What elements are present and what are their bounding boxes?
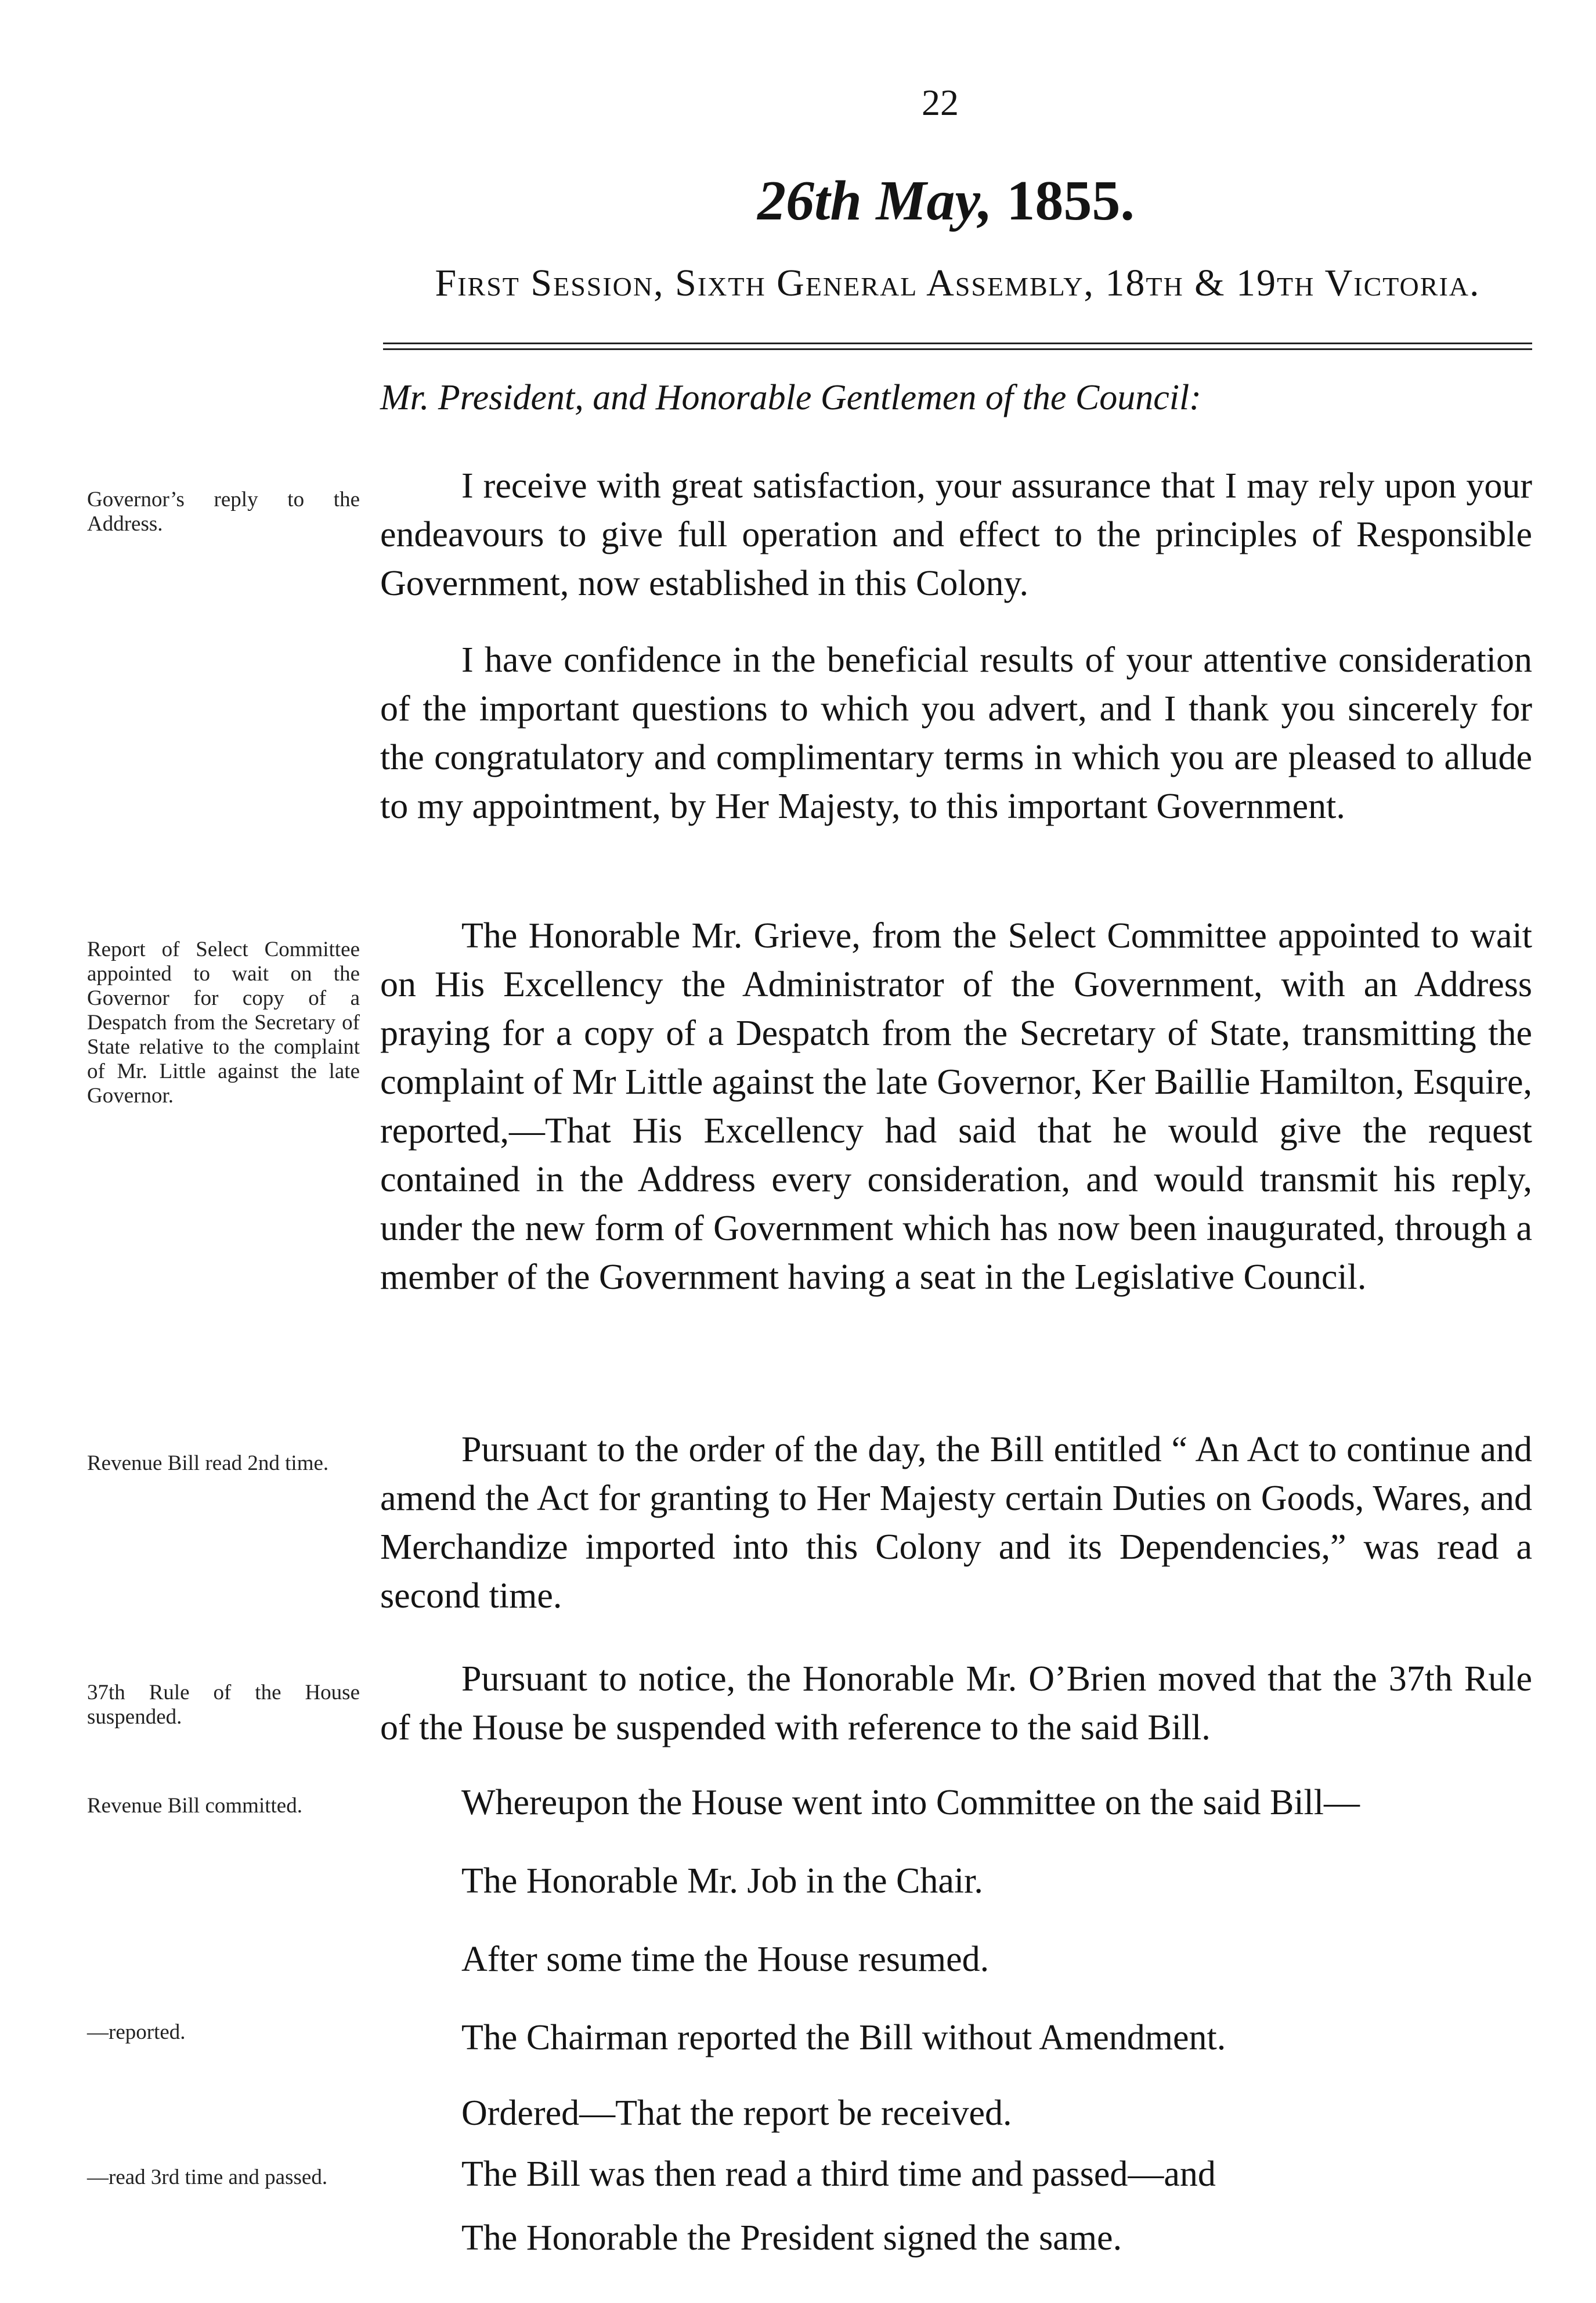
date-ordinal: 26th: [757, 170, 862, 232]
paragraph-rule-suspended: Pursuant to notice, the Honorable Mr. O’Brien moved that the 37th Rule of the House be suspended with reference to the said Bill.: [380, 1659, 1532, 1747]
date-heading: [685, 168, 1207, 233]
paragraph-committee-report: The Honorable Mr. Grieve, from the Select Committee appointed to wait on His Excellency the Administrator of the Government, with an Address praying for a copy of a Despatch from the Secretary of State, transmitting the complaint of Mr Little against the late Governor, Ker Baillie Hamilton, Esquire, reported,—That His Excellency had said that he would give the request contained in the Address every consideration, and would transmit his reply, under the new form of Government which has now been inaugurated, through a member of the Government having a seat in the Legislative Council.: [380, 916, 1532, 1297]
line-third-reading: The Bill was then read a third time and passed—and: [461, 2154, 1216, 2194]
line-committee: Whereupon the House went into Committee on the said Bill—: [461, 1783, 1360, 1822]
margin-note-reply: Governor’s reply to the Address.: [87, 488, 360, 536]
margin-note-rule-suspended: 37th Rule of the House suspended.: [87, 1681, 360, 1729]
margin-note-third-reading: —read 3rd time and passed.: [87, 2165, 328, 2189]
header-rule-top: [383, 343, 1532, 344]
date-year: 1855.: [1006, 170, 1135, 232]
margin-note-committed: Revenue Bill committed.: [87, 1794, 302, 1818]
paragraph-second-reading: Pursuant to the order of the day, the Bill entitled “ An Act to continue and amend the Act for granting to Her Majesty certain Duties on Goods, Wares, and Merchandize imported into this Colony and its Dependencies,” was read a second time.: [380, 1430, 1532, 1616]
page-number: 22: [922, 82, 959, 123]
line-ordered: Ordered—That the report be received.: [461, 2093, 1012, 2133]
salutation: Mr. President, and Honorable Gentlemen of the Council:: [380, 378, 1201, 417]
session-line: First Session, Sixth General Assembly, 18th & 19th Victoria.: [435, 262, 1481, 304]
line-signed: The Honorable the President signed the same.: [461, 2218, 1122, 2258]
margin-note-second-reading: Revenue Bill read 2nd time.: [87, 1451, 329, 1475]
line-chair: The Honorable Mr. Job in the Chair.: [461, 1861, 983, 1901]
margin-note-select-committee: Report of Select Committee appointed to wait on the Governor for copy of a Despatch from the Secretary of State relative to the complaint of Mr. Little against the late Governor.: [87, 938, 360, 1108]
paragraph-confidence: I have confidence in the beneficial results of your attentive consideration of the important questions to which you advert, and I thank you sincerely for the congratulatory and complimentary terms in which you are pleased to allude to my appointment, by Her Majesty, to this important Government.: [380, 640, 1532, 826]
margin-note-reported: —reported.: [87, 2020, 186, 2044]
date-month: May,: [876, 170, 992, 232]
line-reported: The Chairman reported the Bill without Amendment.: [461, 2018, 1226, 2057]
line-resumed: After some time the House resumed.: [461, 1940, 990, 1979]
paragraph-reply: I receive with great satisfaction, your assurance that I may rely upon your endeavours to give full operation and effect to the principles of Responsible Government, now established in this Colony.: [380, 466, 1532, 603]
header-rule-bottom: [383, 348, 1532, 350]
